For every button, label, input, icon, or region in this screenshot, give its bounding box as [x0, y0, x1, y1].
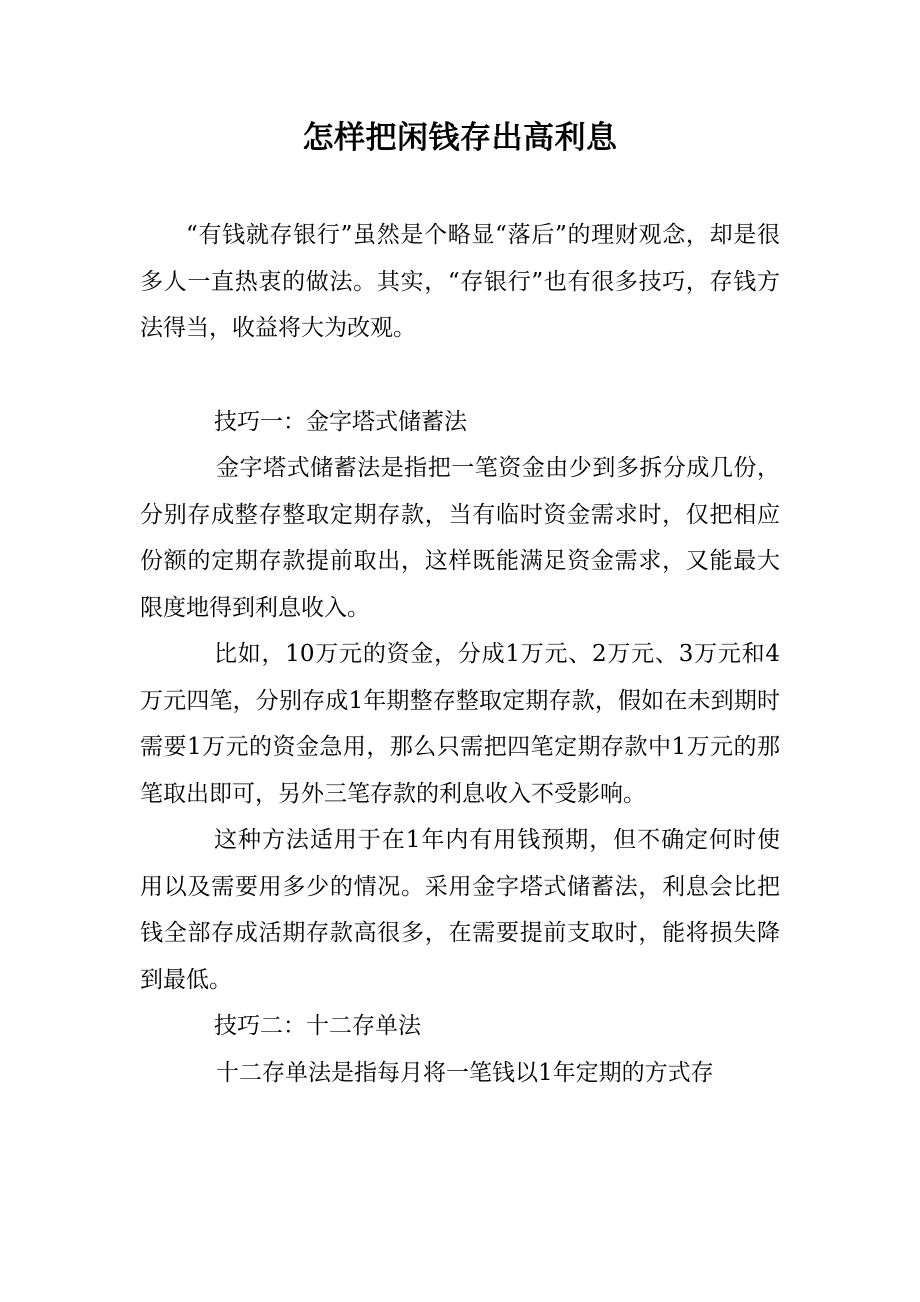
tip1-paragraph-1: 金字塔式储蓄法是指把一笔资金由少到多拆分成几份，分别存成整存整取定期存款，当有临时资金需求时，仅把相应份额的定期存款提前取出，这样既能满足资金需求，又能最大限度地得到利息收入。: [140, 455, 780, 621]
document-title: 怎样把闲钱存出高利息: [302, 120, 618, 156]
tip2-paragraph-1: 十二存单法是指每月将一笔钱以1年定期的方式存: [216, 1059, 714, 1086]
tip1-paragraph-3: 这种方法适用于在1年内有用钱预期，但不确定何时使用以及需要用多少的情况。采用金字塔式储蓄法，利息会比把钱全部存成活期存款高很多，在需要提前支取时，能将损失降到最低。: [140, 827, 780, 993]
document-body: [140, 212, 780, 1096]
tip1-heading: 技巧一：金字塔式储蓄法: [214, 408, 467, 435]
intro-paragraph: “有钱就存银行”虽然是个略显“落后”的理财观念，却是很多人一直热衷的做法。其实，“存银行”也有很多技巧，存钱方法得当，收益将大为改观。: [140, 222, 780, 341]
tip2-heading: 技巧二：十二存单法: [214, 1013, 421, 1039]
tip1-paragraph-2: 比如，10万元的资金，分成1万元、2万元、3万元和4万元四笔，分别存成1年期整存整取定期存款，假如在未到期时需要1万元的资金急用，那么只需把四笔定期存款中1万元的那笔取出即可，另外三笔存款的利息收入不受影响。: [140, 641, 780, 807]
paragraph-gap: [140, 352, 780, 399]
